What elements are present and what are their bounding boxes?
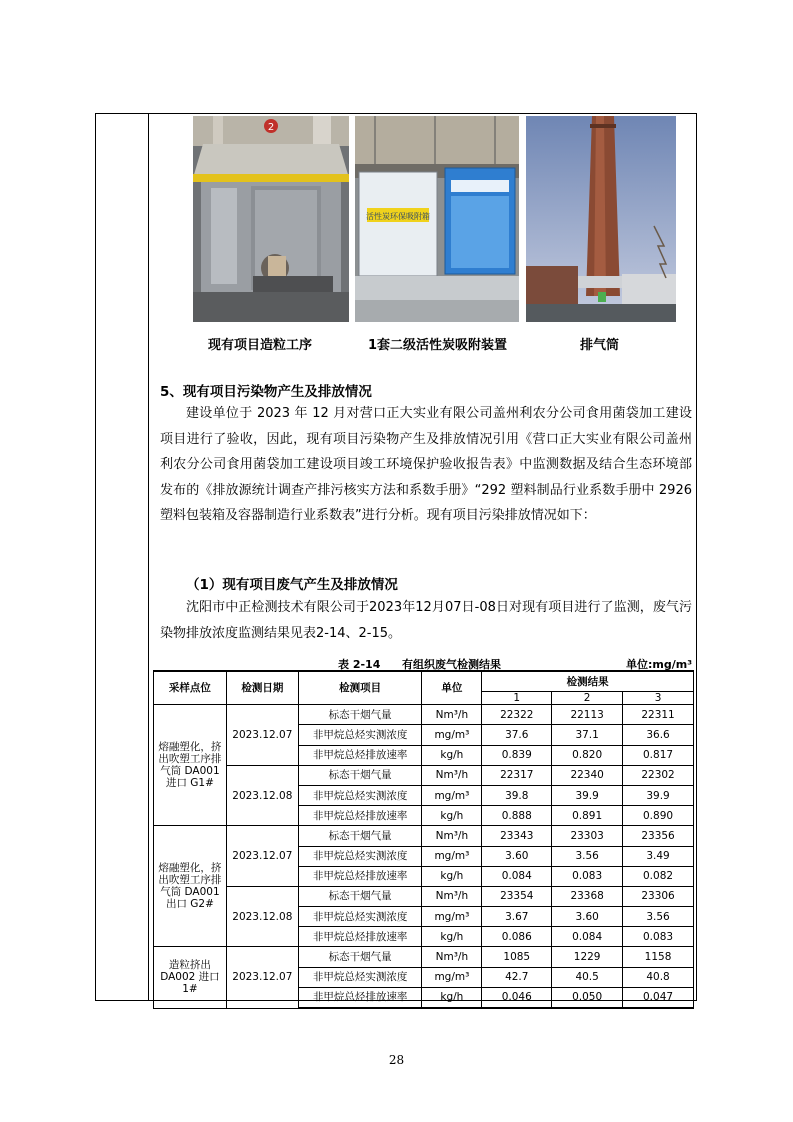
section-heading: 5、现有项目污染物产生及排放情况 — [160, 384, 372, 400]
cell-unit: Nm³/h — [422, 765, 482, 785]
caption-granulation: 现有项目造粒工序 — [208, 338, 313, 353]
cell-item: 标态干烟气量 — [298, 886, 422, 906]
cell-value-3: 23356 — [623, 826, 694, 846]
cell-value-2: 0.083 — [552, 866, 623, 886]
cell-value-3: 0.890 — [623, 806, 694, 826]
cell-item: 非甲烷总烃实测浓度 — [298, 846, 422, 866]
cell-value-2: 0.050 — [552, 987, 623, 1008]
table-row — [154, 826, 694, 846]
cell-value-1: 42.7 — [482, 967, 552, 987]
cell-value-2: 0.084 — [552, 927, 623, 947]
photo-adsorption — [355, 116, 519, 322]
cell-value-1: 0.888 — [482, 806, 552, 826]
table-row — [154, 886, 694, 906]
photo-exhaust-stack — [526, 116, 676, 322]
cell-unit: kg/h — [422, 927, 482, 947]
cell-value-3: 22302 — [623, 765, 694, 785]
adsorption-device-image — [355, 116, 519, 322]
cell-item: 非甲烷总烃实测浓度 — [298, 785, 422, 805]
cell-value-2: 1229 — [552, 947, 623, 967]
cell-value-2: 22340 — [552, 765, 623, 785]
tag-number: 2 — [267, 122, 275, 133]
cell-date: 2023.12.07 — [226, 705, 298, 766]
section-paragraph: 建设单位于 2023 年 12 月对营口正大实业有限公司盖州利农分公司食用菌袋加工建设项目进行了验收，因此，现有项目污染物产生及排放情况引用《营口正大实业有限公司盖州利农分公司食用菌袋加工建设项目竣工环境保护验收报告表》中监测数据及结合生态环境部发布的《排放源统计调查产排污核实方法和系数手册》“292 塑料制品行业系数手册中 2926 塑料包装箱及容器制造行业系数表”进行分析。现有项目污染排放情况如下： — [160, 406, 692, 523]
cell-value-3: 0.817 — [623, 745, 694, 765]
cell-value-2: 22113 — [552, 705, 623, 725]
table-title: 有组织废气检测结果 — [402, 658, 501, 671]
cell-value-1: 3.60 — [482, 846, 552, 866]
header-run-3: 3 — [623, 692, 694, 705]
cell-value-1: 1085 — [482, 947, 552, 967]
cell-value-1: 23354 — [482, 886, 552, 906]
cell-unit: kg/h — [422, 745, 482, 765]
cell-location: 熔融塑化，挤出吹塑工序排气筒 DA001 出口 G2# — [154, 826, 227, 947]
cell-value-3: 0.082 — [623, 866, 694, 886]
cell-item: 非甲烷总烃排放速率 — [298, 806, 422, 826]
cell-value-3: 23306 — [623, 886, 694, 906]
cell-value-1: 0.046 — [482, 987, 552, 1008]
exhaust-stack-image — [526, 116, 676, 322]
cell-unit: mg/m³ — [422, 846, 482, 866]
cell-item: 非甲烷总烃实测浓度 — [298, 967, 422, 987]
header-item: 检测项目 — [298, 671, 422, 705]
frame-divider — [148, 113, 149, 1001]
cell-item: 非甲烷总烃排放速率 — [298, 866, 422, 886]
header-date: 检测日期 — [226, 671, 298, 705]
cell-date: 2023.12.07 — [226, 947, 298, 1008]
cell-value-2: 39.9 — [552, 785, 623, 805]
cell-value-3: 36.6 — [623, 725, 694, 745]
cell-value-3: 39.9 — [623, 785, 694, 805]
cell-item: 非甲烷总烃排放速率 — [298, 745, 422, 765]
cell-unit: mg/m³ — [422, 725, 482, 745]
table-number: 表 2-14 — [338, 658, 381, 671]
cell-item: 标态干烟气量 — [298, 826, 422, 846]
cell-item: 非甲烷总烃实测浓度 — [298, 725, 422, 745]
cell-value-3: 40.8 — [623, 967, 694, 987]
cell-item: 标态干烟气量 — [298, 765, 422, 785]
cell-unit: mg/m³ — [422, 785, 482, 805]
cell-value-1: 0.084 — [482, 866, 552, 886]
table-row — [154, 705, 694, 725]
cell-unit: Nm³/h — [422, 947, 482, 967]
emission-table — [153, 670, 694, 1009]
cell-value-1: 0.086 — [482, 927, 552, 947]
cell-date: 2023.12.08 — [226, 886, 298, 947]
subsection-heading: （1）现有项目废气产生及排放情况 — [186, 577, 398, 593]
cell-value-3: 3.49 — [623, 846, 694, 866]
caption-adsorption: 1套二级活性炭吸附装置 — [368, 338, 508, 353]
granulation-machine-image — [193, 116, 349, 322]
cell-value-1: 23343 — [482, 826, 552, 846]
cell-value-1: 37.6 — [482, 725, 552, 745]
header-unit: 单位 — [422, 671, 482, 705]
caption-exhaust-stack: 排气筒 — [580, 338, 620, 353]
cell-unit: mg/m³ — [422, 967, 482, 987]
table-row — [154, 765, 694, 785]
cell-value-2: 23303 — [552, 826, 623, 846]
table-row — [154, 947, 694, 967]
header-run-2: 2 — [552, 692, 623, 705]
header-run-1: 1 — [482, 692, 552, 705]
monitoring-paragraph: 沈阳市中正检测技术有限公司于2023年12月07日-08日对现有项目进行了监测，废气污染物排放浓度监测结果见表2-14、2-15。 — [160, 600, 692, 641]
cell-unit: kg/h — [422, 806, 482, 826]
photo-granulation — [193, 116, 349, 322]
cell-value-2: 3.60 — [552, 907, 623, 927]
cell-value-1: 22322 — [482, 705, 552, 725]
cell-value-3: 0.047 — [623, 987, 694, 1008]
cell-value-1: 0.839 — [482, 745, 552, 765]
table-body — [154, 705, 694, 1008]
table-header-row — [154, 671, 694, 692]
cell-unit: Nm³/h — [422, 886, 482, 906]
cell-unit: Nm³/h — [422, 705, 482, 725]
cell-location: 熔融塑化，挤出吹塑工序排气筒 DA001 进口 G1# — [154, 705, 227, 826]
cell-location: 造粒挤出 DA002 进口 1# — [154, 947, 227, 1008]
cell-value-2: 3.56 — [552, 846, 623, 866]
cell-item: 非甲烷总烃排放速率 — [298, 987, 422, 1008]
table-unit-note: 单位:mg/m³ — [626, 658, 693, 671]
cell-value-1: 3.67 — [482, 907, 552, 927]
cell-value-3: 1158 — [623, 947, 694, 967]
cell-item: 标态干烟气量 — [298, 705, 422, 725]
cell-unit: Nm³/h — [422, 826, 482, 846]
cell-value-3: 22311 — [623, 705, 694, 725]
cell-item: 标态干烟气量 — [298, 947, 422, 967]
header-results: 检测结果 — [482, 671, 694, 692]
cell-value-3: 0.083 — [623, 927, 694, 947]
cell-date: 2023.12.07 — [226, 826, 298, 887]
cell-item: 非甲烷总烃排放速率 — [298, 927, 422, 947]
cell-unit: kg/h — [422, 987, 482, 1008]
header-location: 采样点位 — [154, 671, 227, 705]
cell-unit: mg/m³ — [422, 907, 482, 927]
cell-value-2: 40.5 — [552, 967, 623, 987]
cell-value-1: 22317 — [482, 765, 552, 785]
cell-value-2: 0.891 — [552, 806, 623, 826]
cell-unit: kg/h — [422, 866, 482, 886]
cell-value-2: 23368 — [552, 886, 623, 906]
cell-item: 非甲烷总烃实测浓度 — [298, 907, 422, 927]
cell-value-1: 39.8 — [482, 785, 552, 805]
device-label: 活性炭环保吸附箱 — [366, 212, 430, 221]
cell-date: 2023.12.08 — [226, 765, 298, 826]
page-number: 28 — [388, 1053, 405, 1067]
cell-value-2: 0.820 — [552, 745, 623, 765]
cell-value-3: 3.56 — [623, 907, 694, 927]
cell-value-2: 37.1 — [552, 725, 623, 745]
